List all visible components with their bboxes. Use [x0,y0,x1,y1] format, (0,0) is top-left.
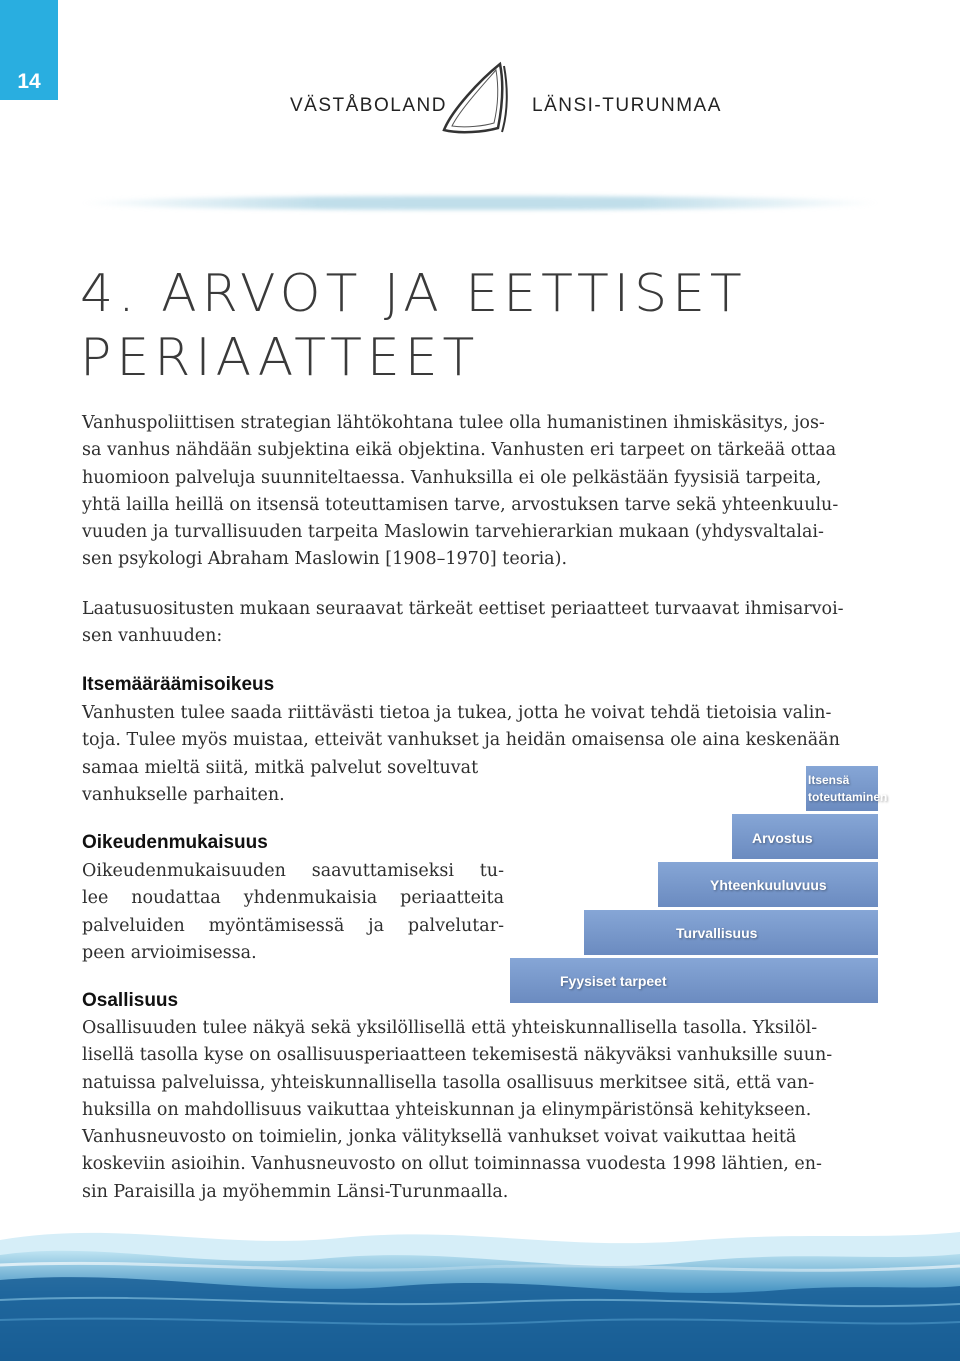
equity-paragraph [82,858,504,967]
text-line: samaa mieltä siitä, mitkä palvelut soveltuvat [82,757,479,778]
header-divider [80,196,880,210]
heading-participation: Osallisuus [82,990,179,1011]
text-line: yhtä lailla heillä on itsensä toteuttamisen tarve, arvostuksen tarve sekä yhteenkuulu- [82,494,839,515]
water-wave-decoration [0,1210,960,1361]
pyramid-step-esteem [732,814,878,862]
text-line: natuissa palveluissa, yhteiskunnallisella tasolla osallisuus merkitsee sitä, että van- [82,1072,815,1093]
text-line: sen psykologi Abraham Maslowin [1908–1970] teoria). [82,549,568,570]
text-line: vanhukselle parhaiten. [82,784,285,805]
heading-equity: Oikeudenmukaisuus [82,832,268,853]
brand-lansi-turunmaa: LÄNSI-TURUNMAA [532,95,722,116]
text-line: peen arvioimisessa. [82,942,257,963]
text-line: huksilla on mahdollisuus vaikuttaa yhteiskunnan ja elinympäristönsä kehitykseen. [82,1099,812,1120]
chapter-title-line-2: PERIAATTEET [80,328,480,388]
text-line: Vanhusneuvosto on toimielin, jonka välityksellä vanhukset voivat vaikuttaa heitä [82,1127,797,1148]
text-line: Vanhusten tulee saada riittävästi tietoa ja tukea, jotta he voivat tehdä tietoisia valin- [82,703,832,723]
page-number: 14 [0,0,58,100]
text-line: palveluiden myöntämisessä ja palvelutar- [82,915,504,936]
text-line: Oikeudenmukaisuuden saavuttamiseksi tu- [82,861,504,881]
text-line: lee noudattaa yhdenmukaisia periaatteita [82,888,504,909]
pyramid-step-self-actualization [806,766,888,814]
pyramid-step-safety [584,910,878,958]
pyramid-step-label: Yhteenkuuluvuus [710,876,827,893]
pyramid-step-belonging [658,862,878,910]
sail-logo-icon [440,60,518,140]
participation-paragraph [82,1015,878,1206]
pyramid-step-label: Fyysiset tarpeet [560,972,667,989]
self-determination-paragraph [82,700,878,809]
pyramid-step-label-line-1: Itsensä [808,772,850,787]
recommendations-paragraph [82,596,878,651]
brand-vastaboland: VÄSTÅBOLAND [290,95,447,116]
text-line: huomioon palveluja suunniteltaessa. Vanhuksilla ei ole pelkästään fyysisiä tarpeita, [82,467,822,488]
heading-self-determination: Itsemääräämisoikeus [82,674,275,695]
chapter-title-line-1: 4. ARVOT JA EETTISET [80,264,747,324]
text-line: lisellä tasolla kyse on osallisuusperiaatteen tekemisestä näkyväksi vanhuksille suun- [82,1045,833,1066]
intro-paragraph [82,410,878,574]
pyramid-step-physiological [510,958,878,1006]
text-line: toja. Tulee myös muistaa, etteivät vanhukset ja heidän omaisensa ole aina keskenään [82,730,840,751]
text-line: Vanhuspoliittisen strategian lähtökohtana tulee olla humanistinen ihmiskäsitys, jos- [82,413,825,433]
chapter-title [80,262,860,390]
pyramid-step-label: Turvallisuus [676,924,758,941]
text-line: vuuden ja turvallisuuden tarpeita Maslowin tarvehierarkian mukaan (yhdysvaltalai- [82,522,824,543]
pyramid-step-label-line-2: toteuttaminen [808,789,888,804]
text-line: Osallisuuden tulee näkyä sekä yksilöllisellä että yhteiskunnallisella tasolla. Yksilöl- [82,1018,818,1038]
text-line: sen vanhuuden: [82,626,223,647]
text-line: Laatusuositusten mukaan seuraavat tärkeät eettiset periaatteet turvaavat ihmisarvoi- [82,599,844,619]
pyramid-step-label: Arvostus [752,830,813,846]
text-line: sa vanhus nähdään subjektina eikä objektina. Vanhusten eri tarpeet on tärkeää ottaa [82,440,837,461]
text-line: koskeviin asioihin. Vanhusneuvosto on ollut toiminnassa vuodesta 1998 lähtien, en- [82,1154,822,1175]
text-line: sin Paraisilla ja myöhemmin Länsi-Turunmaalla. [82,1181,509,1202]
